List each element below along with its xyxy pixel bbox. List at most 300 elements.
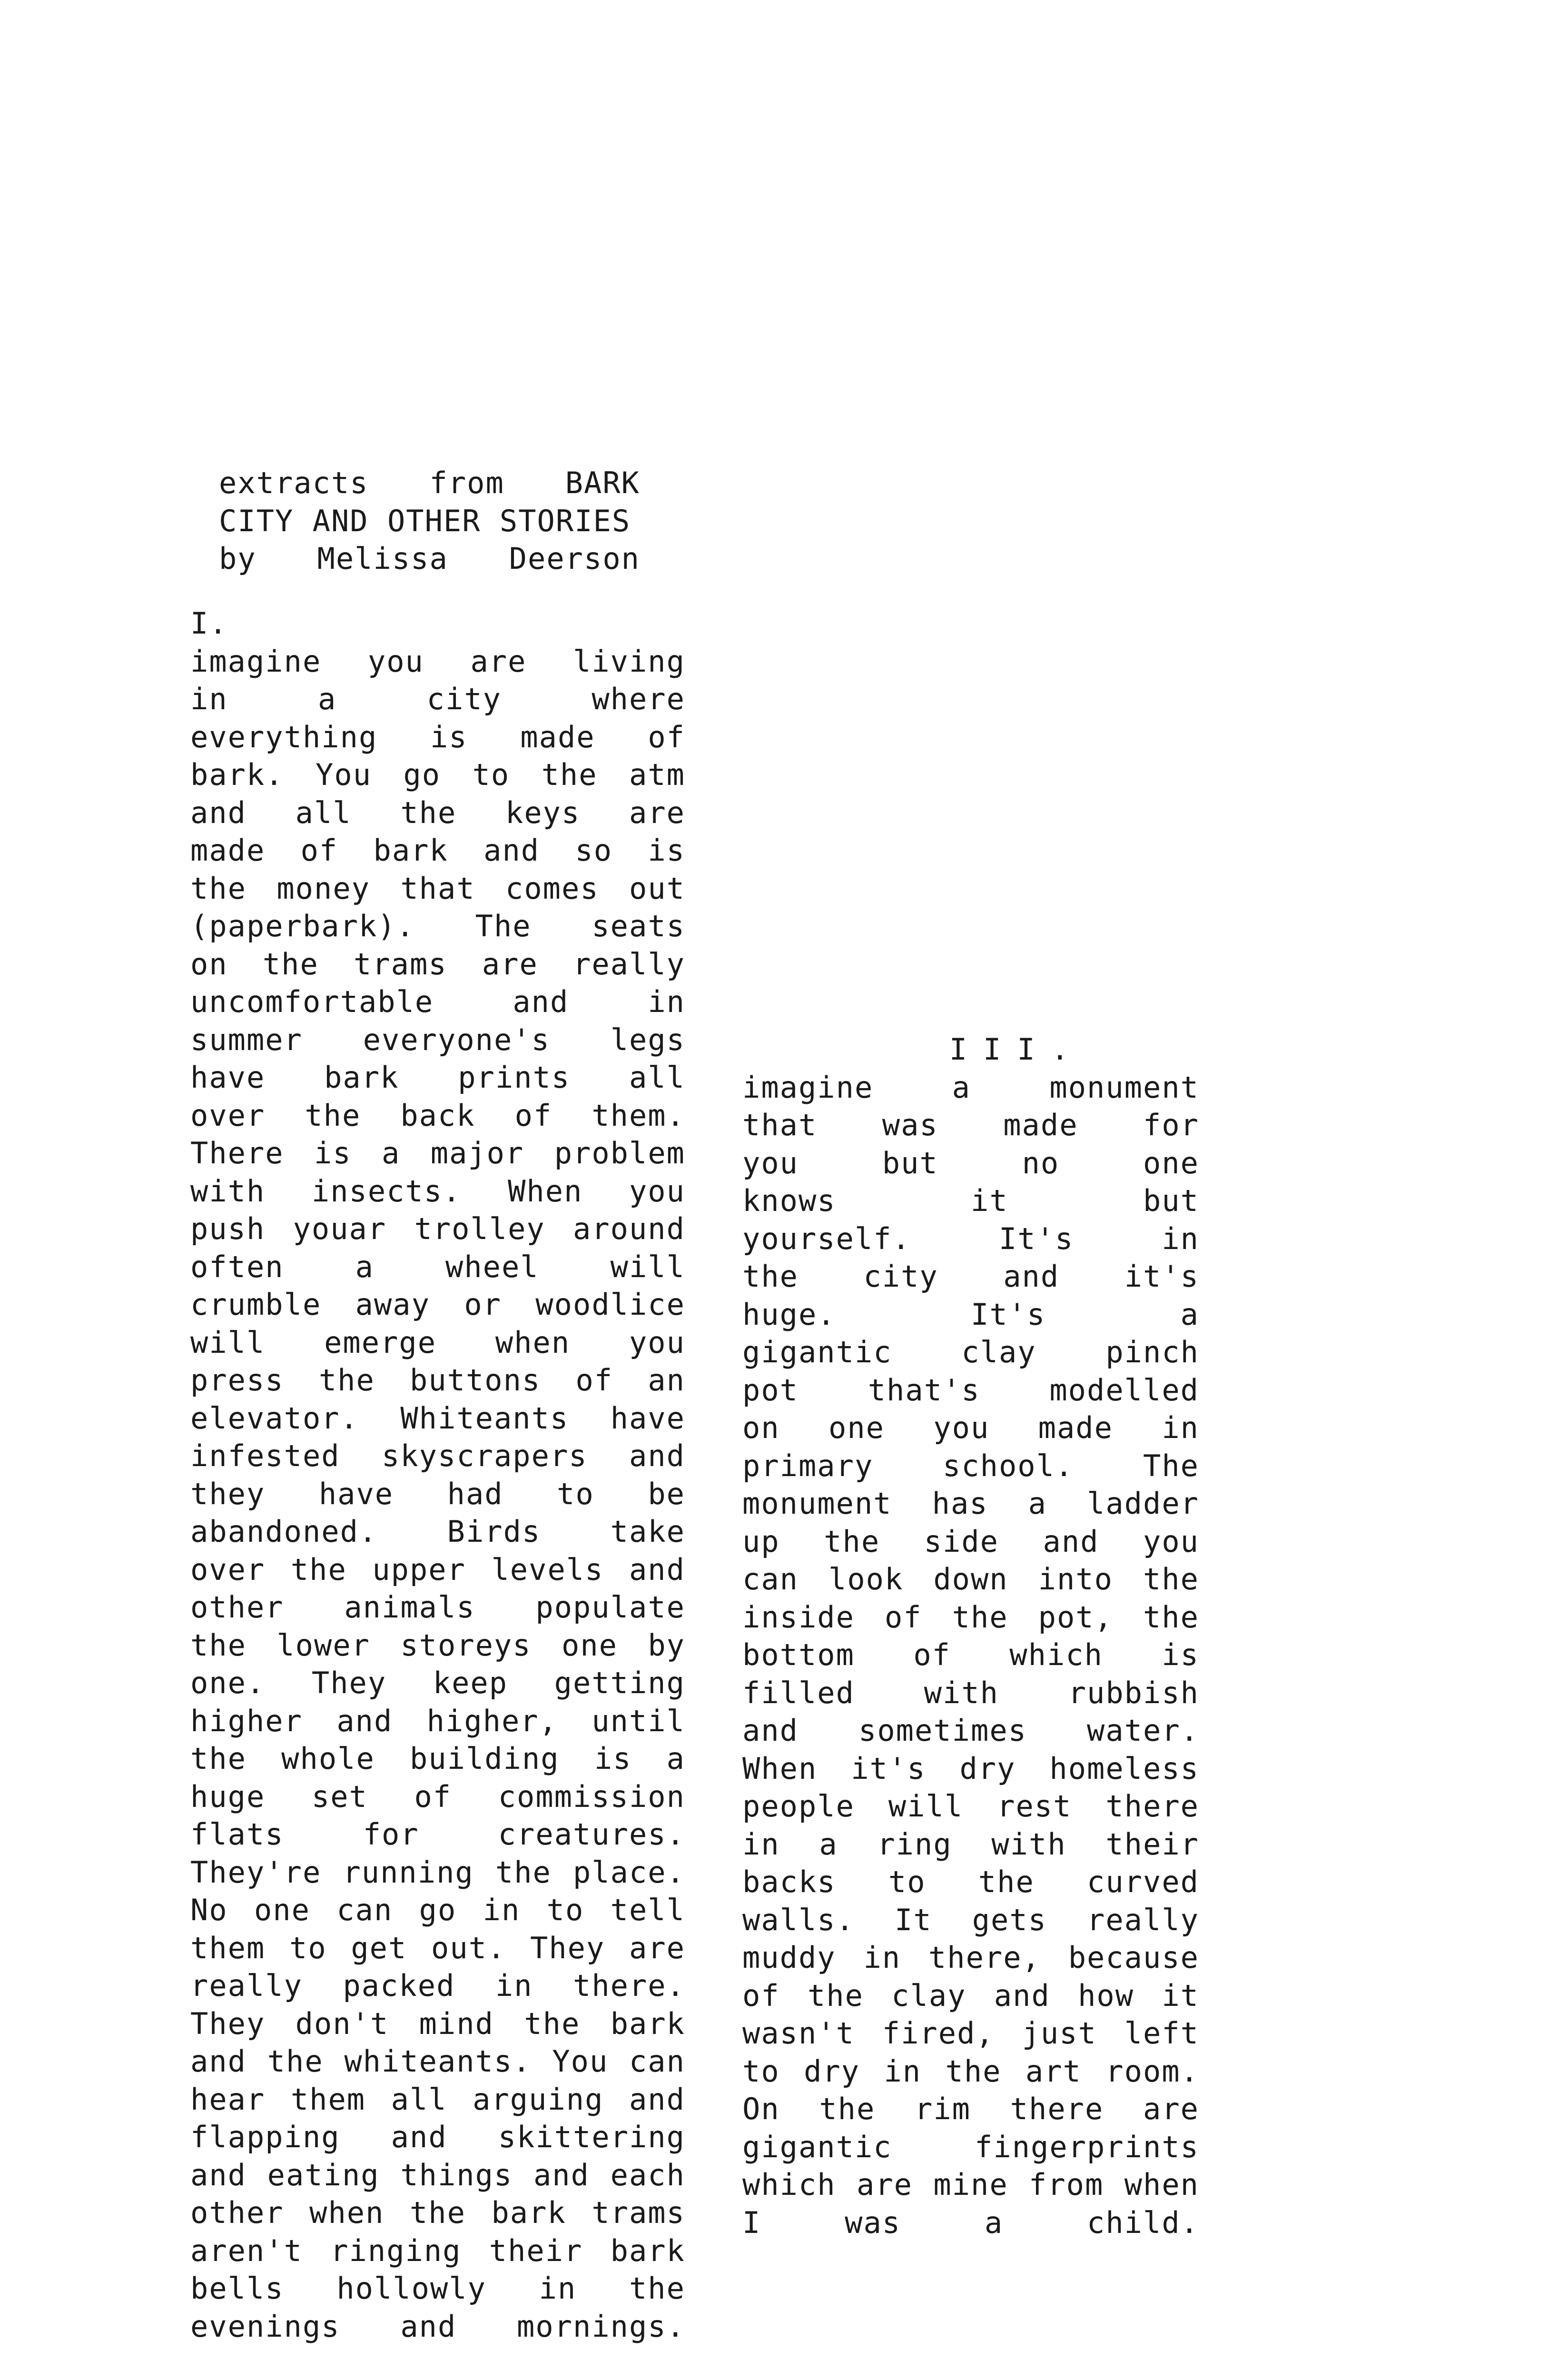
word: they	[190, 1476, 266, 1511]
word: the	[305, 1098, 361, 1133]
title-line	[219, 502, 640, 540]
word: a	[1180, 1297, 1199, 1332]
word: summer	[190, 1022, 303, 1057]
word: walls.	[742, 1902, 855, 1937]
word: how	[1078, 1978, 1134, 2013]
word: in	[483, 1893, 521, 1927]
word: there	[1105, 1789, 1199, 1824]
word: you	[629, 1173, 685, 1209]
section-i-line	[190, 1929, 685, 1967]
word: no	[1022, 1145, 1060, 1180]
word: trams	[592, 2195, 685, 2230]
word: living	[573, 644, 685, 679]
section-i-line	[190, 2118, 685, 2156]
word: yourself.	[742, 1221, 911, 1256]
word: elevator.	[190, 1400, 359, 1436]
word: the	[945, 2053, 1002, 2089]
word: a	[984, 2205, 1004, 2240]
word: a	[318, 682, 337, 716]
word: school.	[943, 1448, 1074, 1483]
word: whiteants.	[344, 2044, 532, 2079]
word: commission	[498, 1779, 685, 1814]
section-i-line	[190, 1475, 685, 1513]
word: inside	[742, 1599, 855, 1635]
word: emerge	[324, 1325, 437, 1360]
section-i-line	[190, 1702, 685, 1740]
word: them	[190, 1930, 266, 1965]
word: left	[1124, 2016, 1199, 2051]
section-i-line	[190, 945, 685, 983]
word: dry	[804, 2053, 860, 2089]
word: a	[1028, 1486, 1047, 1521]
word: and	[629, 1438, 685, 1473]
word: all	[295, 795, 352, 830]
section-iii	[742, 1031, 1199, 2241]
title-word: extracts	[219, 466, 369, 500]
word: and	[742, 1713, 799, 1748]
word: skyscrapers	[382, 1438, 588, 1473]
section-i-heading: I.	[190, 606, 228, 641]
word: The	[475, 909, 532, 943]
word: ringing	[330, 2233, 462, 2268]
section-iii-line	[742, 1674, 1199, 1712]
word: imagine	[190, 644, 322, 679]
word: side	[924, 1524, 999, 1559]
word: or	[464, 1287, 502, 1322]
word: (paperbark).	[190, 909, 415, 943]
word: trolley	[414, 1211, 545, 1246]
word: have	[318, 1476, 394, 1511]
section-i-body	[190, 643, 685, 2346]
word: the	[952, 1599, 1008, 1635]
word: the	[629, 2271, 685, 2306]
word: don't	[295, 2006, 389, 2041]
section-i-line	[190, 1664, 685, 1702]
word: wasn't	[742, 2016, 855, 2051]
section-i-line	[190, 1513, 685, 1551]
section-iii-line	[742, 1523, 1199, 1561]
word: problem	[554, 1136, 685, 1170]
word: fingerprints	[975, 2129, 1199, 2164]
word: packed	[343, 1968, 455, 2003]
word: are	[1143, 2092, 1199, 2126]
word: woodlice	[535, 1287, 685, 1322]
word: made	[1003, 1108, 1078, 1142]
word: They	[530, 1930, 605, 1965]
word: one	[1143, 1145, 1199, 1180]
word: the	[824, 1524, 880, 1559]
word: is	[594, 1741, 632, 1776]
word: It's	[998, 1221, 1074, 1256]
section-i-line	[190, 1626, 685, 1665]
word: really	[1087, 1902, 1199, 1937]
word: fired,	[882, 2016, 995, 2051]
word: you	[742, 1145, 799, 1180]
word: one	[828, 1410, 885, 1445]
word: of	[742, 1978, 780, 2013]
section-i-line	[190, 2156, 685, 2194]
section-i	[190, 605, 685, 2345]
word: the	[400, 795, 457, 830]
word: skittering	[498, 2120, 685, 2154]
section-i-line	[190, 1551, 685, 1589]
word: storeys	[400, 1627, 532, 1663]
word: buttons	[410, 1363, 541, 1398]
word: and	[533, 2157, 590, 2192]
word: levels	[491, 1552, 604, 1587]
word: and	[1043, 1524, 1099, 1559]
section-iii-line	[742, 1598, 1199, 1636]
word: rest	[997, 1789, 1072, 1824]
word: just	[1022, 2016, 1097, 2051]
word: insects.	[311, 1173, 462, 1209]
word: and	[629, 2082, 685, 2117]
word: comes	[505, 871, 599, 906]
title-word: Melissa	[317, 541, 448, 576]
word: the	[190, 1741, 247, 1776]
word: one.	[190, 1666, 266, 1700]
section-i-line	[190, 983, 685, 1021]
title-word: BARK	[565, 466, 640, 500]
word: get	[351, 1930, 407, 1965]
word: whole	[281, 1741, 375, 1776]
section-iii-line	[742, 2204, 1199, 2242]
word: abandoned.	[190, 1514, 378, 1549]
section-iii-line	[742, 1296, 1199, 1334]
section-i-line	[190, 1248, 685, 1286]
word: of	[414, 1779, 452, 1814]
section-iii-line	[742, 2014, 1199, 2053]
section-iii-line	[742, 2053, 1199, 2091]
word: to	[472, 757, 510, 792]
word: other	[190, 1590, 284, 1625]
word: filled	[742, 1675, 855, 1710]
section-i-line	[190, 1210, 685, 1248]
word: keep	[433, 1666, 508, 1700]
word: clay	[961, 1335, 1036, 1369]
word: to	[557, 1476, 594, 1511]
word: will	[190, 1325, 266, 1360]
word: to	[888, 1864, 926, 1899]
word: mornings.	[517, 2309, 685, 2344]
word: city	[863, 1259, 938, 1294]
word: a	[819, 1826, 838, 1862]
section-iii-line	[742, 1069, 1199, 1107]
word: is	[648, 833, 685, 868]
word: huge	[190, 1779, 266, 1814]
section-iii-line	[742, 1901, 1199, 1939]
word: The	[1143, 1448, 1199, 1483]
word: had	[447, 1476, 503, 1511]
word: a	[382, 1136, 401, 1170]
word: made	[1038, 1410, 1113, 1445]
word: so	[575, 833, 613, 868]
section-i-line	[190, 1021, 685, 1059]
word: set	[311, 1779, 368, 1814]
word: to	[742, 2053, 780, 2089]
title-word: Deerson	[509, 541, 640, 576]
section-i-line	[190, 2043, 685, 2081]
word: youar	[293, 1211, 387, 1246]
word: and	[336, 1703, 393, 1738]
word: running	[343, 1854, 474, 1890]
word: over	[190, 1098, 266, 1133]
word: and	[483, 833, 540, 868]
word: push	[190, 1211, 266, 1246]
word: to	[546, 1893, 584, 1927]
word: to	[289, 1930, 327, 1965]
word: are	[857, 2167, 913, 2202]
word: in	[1162, 1221, 1199, 1256]
word: arguing	[473, 2082, 604, 2117]
word: eating	[267, 2157, 380, 2192]
section-i-line	[190, 2308, 685, 2346]
word: populate	[535, 1590, 685, 1625]
word: can	[742, 1562, 799, 1597]
word: of	[648, 719, 685, 754]
section-i-line	[190, 1740, 685, 1778]
word: them	[290, 2082, 366, 2117]
section-i-line	[190, 907, 685, 945]
title-word: by	[219, 541, 256, 576]
word: was	[882, 1108, 938, 1142]
word: really	[190, 1968, 303, 2003]
word: No	[190, 1893, 228, 1927]
section-i-line	[190, 643, 685, 681]
word: flats	[190, 1817, 284, 1852]
word: has	[932, 1486, 988, 1521]
section-i-line	[190, 1059, 685, 1097]
section-iii-line	[742, 1182, 1199, 1220]
section-i-line	[190, 680, 685, 718]
word: you	[629, 1325, 685, 1360]
word: the	[541, 757, 598, 792]
word: aren't	[190, 2233, 303, 2268]
word: go	[403, 757, 441, 792]
word: bark	[324, 1060, 399, 1095]
word: on	[190, 946, 228, 982]
word: mine	[933, 2167, 1008, 2202]
word: building	[410, 1741, 560, 1776]
word: things	[400, 2157, 513, 2192]
word: Whiteants	[400, 1400, 569, 1436]
section-i-line	[190, 756, 685, 794]
word: art	[1025, 2053, 1082, 2089]
word: for	[1143, 1108, 1199, 1142]
word: the	[318, 1363, 375, 1398]
section-i-line	[190, 2005, 685, 2043]
word: in	[1162, 1410, 1199, 1445]
section-i-line	[190, 718, 685, 756]
word: higher	[190, 1703, 303, 1738]
title-line	[219, 464, 640, 502]
word: have	[190, 1060, 266, 1095]
word: On	[742, 2092, 780, 2126]
title-line	[219, 540, 640, 578]
word: are	[629, 1930, 685, 1965]
word: in	[648, 984, 685, 1019]
word: a	[952, 1070, 971, 1105]
word: their	[1105, 1826, 1199, 1862]
word: all	[391, 2082, 447, 2117]
word: city	[426, 682, 502, 716]
word: that's	[868, 1372, 980, 1408]
word: You	[316, 757, 372, 792]
word: the	[978, 1864, 1035, 1899]
word: rubbish	[1068, 1675, 1199, 1710]
word: it	[971, 1183, 1008, 1218]
section-iii-line	[742, 1371, 1199, 1409]
word: by	[648, 1627, 685, 1663]
word: major	[430, 1136, 524, 1170]
section-i-line	[190, 1778, 685, 1816]
word: an	[648, 1363, 685, 1398]
word: all	[629, 1060, 685, 1095]
word: the	[1143, 1562, 1199, 1597]
word: the	[807, 1978, 864, 2013]
word: lower	[276, 1627, 370, 1663]
word: bells	[190, 2271, 284, 2306]
word: ring	[877, 1826, 952, 1862]
word: I	[742, 2205, 761, 2240]
word: and	[190, 795, 247, 830]
section-iii-line	[742, 1258, 1199, 1296]
word: evenings	[190, 2309, 340, 2344]
section-iii-line	[742, 1750, 1199, 1788]
title-block	[219, 464, 640, 578]
section-iii-line	[742, 1447, 1199, 1485]
word: often	[190, 1249, 284, 1284]
word: in	[190, 682, 228, 716]
word: of	[575, 1363, 613, 1398]
word: there.	[573, 1968, 685, 2003]
word: bottom	[742, 1637, 855, 1672]
word: bark	[610, 2233, 685, 2268]
word: knows	[742, 1183, 836, 1218]
word: you	[1143, 1524, 1199, 1559]
word: was	[845, 2205, 901, 2240]
section-i-line	[190, 1437, 685, 1475]
word: bark.	[190, 757, 284, 792]
word: They	[190, 2006, 266, 2041]
section-i-line	[190, 2270, 685, 2308]
word: hollowly	[336, 2271, 486, 2306]
word: in	[884, 2053, 922, 2089]
word: When	[742, 1751, 818, 1786]
word: it's	[1124, 1259, 1199, 1294]
word: They're	[190, 1854, 322, 1890]
section-iii-line	[742, 2166, 1199, 2204]
word: look	[828, 1562, 904, 1597]
section-i-line	[190, 1588, 685, 1626]
word: up	[742, 1524, 780, 1559]
section-i-line	[190, 2194, 685, 2232]
word: gigantic	[742, 1335, 892, 1369]
section-iii-line	[742, 1485, 1199, 1523]
section-iii-line	[742, 1333, 1199, 1371]
word: of	[514, 1098, 552, 1133]
word: dry	[959, 1751, 1016, 1786]
word: gigantic	[742, 2129, 892, 2164]
word: into	[1038, 1562, 1113, 1597]
section-i-line	[190, 870, 685, 908]
word: is	[1162, 1637, 1199, 1672]
section-i-line	[190, 1967, 685, 2005]
word: that	[742, 1108, 818, 1142]
word: have	[610, 1400, 685, 1436]
word: everything	[190, 719, 378, 754]
word: press	[190, 1363, 284, 1398]
word: from	[1029, 2167, 1104, 2202]
word: bark	[610, 2006, 685, 2041]
word: and	[994, 1978, 1050, 2013]
word: out	[629, 871, 685, 906]
word: when	[309, 2195, 385, 2230]
section-iii-line	[742, 1712, 1199, 1750]
word: gets	[972, 1902, 1047, 1937]
section-i-line	[190, 1324, 685, 1362]
word: when	[495, 1325, 571, 1360]
section-i-line	[190, 1361, 685, 1399]
word: monument	[1049, 1070, 1199, 1105]
word: sometimes	[858, 1713, 1027, 1748]
section-i-line	[190, 1891, 685, 1929]
word: the	[524, 2006, 581, 2041]
section-iii-line	[742, 1863, 1199, 1901]
word: bark	[373, 833, 448, 868]
word: There	[190, 1136, 284, 1170]
word: that	[400, 871, 475, 906]
word: will	[610, 1249, 685, 1284]
word: It's	[971, 1297, 1046, 1332]
word: higher,	[426, 1703, 558, 1738]
word: uncomfortable	[190, 984, 434, 1019]
section-i-line	[190, 1097, 685, 1135]
word: money	[276, 871, 370, 906]
word: pot	[742, 1372, 799, 1408]
word: with	[991, 1826, 1066, 1862]
word: in	[863, 1940, 901, 1975]
word: crumble	[190, 1287, 322, 1322]
word: in	[495, 1968, 533, 2003]
word: curved	[1087, 1864, 1199, 1899]
word: take	[610, 1514, 685, 1549]
word: in	[539, 2271, 577, 2306]
word: can	[629, 2044, 685, 2079]
word: because	[1068, 1940, 1199, 1975]
word: legs	[610, 1022, 685, 1057]
word: homeless	[1049, 1751, 1199, 1786]
word: where	[592, 682, 685, 716]
word: the	[190, 1627, 247, 1663]
section-iii-line	[742, 1144, 1199, 1182]
section-i-line	[190, 1286, 685, 1324]
word: it	[1162, 1978, 1199, 2013]
word: monument	[742, 1486, 892, 1521]
title-word: CITY AND OTHER STORIES	[219, 503, 631, 538]
word: infested	[190, 1438, 340, 1473]
word: primary	[742, 1448, 874, 1483]
word: one	[562, 1627, 618, 1663]
word: pot,	[1038, 1599, 1113, 1635]
word: is	[430, 719, 468, 754]
section-iii-line	[742, 1977, 1199, 2015]
word: You	[552, 2044, 609, 2079]
word: huge.	[742, 1297, 836, 1332]
word: with	[190, 1173, 266, 1209]
word: creatures.	[498, 1817, 685, 1852]
word: They	[311, 1666, 387, 1700]
